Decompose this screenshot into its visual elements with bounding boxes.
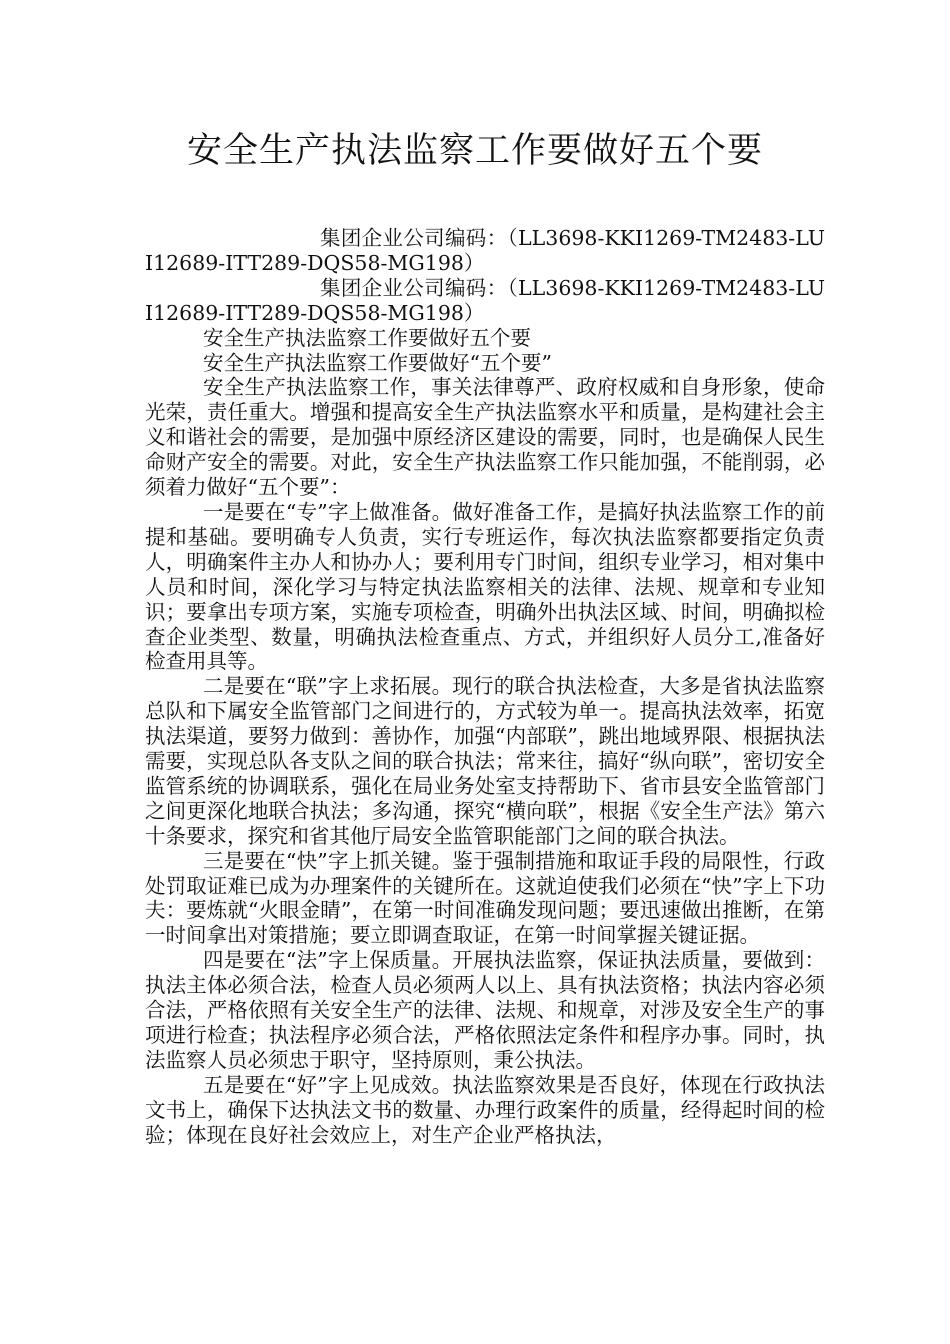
paragraph-point-4: 四是要在“法”字上保质量。开展执法监察，保证执法质量，要做到：执法主体必须合法，检查人员必须两人以上、具有执法资格；执法内容必须合法，严格依照有关安全生产的法律、法规、和规章，对涉及安全生产的事项进行检查；执法程序必须合法，严格依照法定条件和程序办事。同时，执法监察人员必须忠于职守，坚持原则，秉公执法。 — [145, 948, 825, 1072]
paragraph-subheading: 安全生产执法监察工作要做好“五个要” — [203, 350, 552, 375]
paragraph-heading: 安全生产执法监察工作要做好五个要 — [203, 325, 531, 350]
company-code-line: 集团企业公司编码：（LL3698-KKI1269-TM2483-LUI12689-ITT289-DQS58-MG198） — [145, 226, 825, 275]
document-title: 安全生产执法监察工作要做好五个要 — [186, 131, 763, 171]
paragraph-point-2: 二是要在“联”字上求拓展。现行的联合执法检查，大多是省执法监察总队和下属安全监管部门之间进行的，方式较为单一。提高执法效率，拓宽执法渠道，要努力做到：善协作，加强“内部联”，跳出地域界限、根据执法需要，实现总队各支队之间的联合执法；常来往，搞好“纵向联”，密切安全监管系统的协调联系，强化在局业务处室支持帮助下、省市县安全监管部门之间更深化地联合执法；多沟通，探究“横向联”，根据《安全生产法》第六十条要求，探究和省其他厅局安全监管职能部门之间的联合执法。 — [145, 674, 825, 848]
paragraph-point-1: 一是要在“专”字上做准备。做好准备工作，是搞好执法监察工作的前提和基础。要明确专人负责，实行专班运作，每次执法监察都要指定负责人，明确案件主办人和协办人；要利用专门时间，组织专业学习，相对集中人员和时间，深化学习与特定执法监察相关的法律、法规、规章和专业知识；要拿出专项方案，实施专项检查，明确外出执法区域、时间，明确拟检查企业类型、数量，明确执法检查重点、方式，并组织好人员分工,准备好检查用具等。 — [145, 499, 825, 674]
paragraph-point-5: 五是要在“好”字上见成效。执法监察效果是否良好，体现在行政执法文书上，确保下达执法文书的数量、办理行政案件的质量，经得起时间的检验；体现在良好社会效应上，对生产企业严格执法， — [145, 1072, 825, 1147]
document-body — [145, 226, 825, 1148]
paragraph-point-3: 三是要在“快”字上抓关键。鉴于强制措施和取证手段的局限性，行政处罚取证难已成为办理案件的关键所在。这就迫使我们必须在“快”字上下功夫：要炼就“火眼金睛”，在第一时间准确发现问题；要迅速做出推断，在第一时间拿出对策措施；要立即调查取证，在第一时间掌握关键证据。 — [145, 848, 825, 948]
company-code-line: 集团企业公司编码：（LL3698-KKI1269-TM2483-LUI12689-ITT289-DQS58-MG198） — [145, 275, 825, 325]
paragraph-intro: 安全生产执法监察工作，事关法律尊严、政府权威和自身形象，使命光荣，责任重大。增强和提高安全生产执法监察水平和质量，是构建社会主义和谐社会的需要，是加强中原经济区建设的需要，同时，也是确保人民生命财产安全的需要。对此，安全生产执法监察工作只能加强，不能削弱，必须着力做好“五个要”： — [145, 375, 825, 500]
